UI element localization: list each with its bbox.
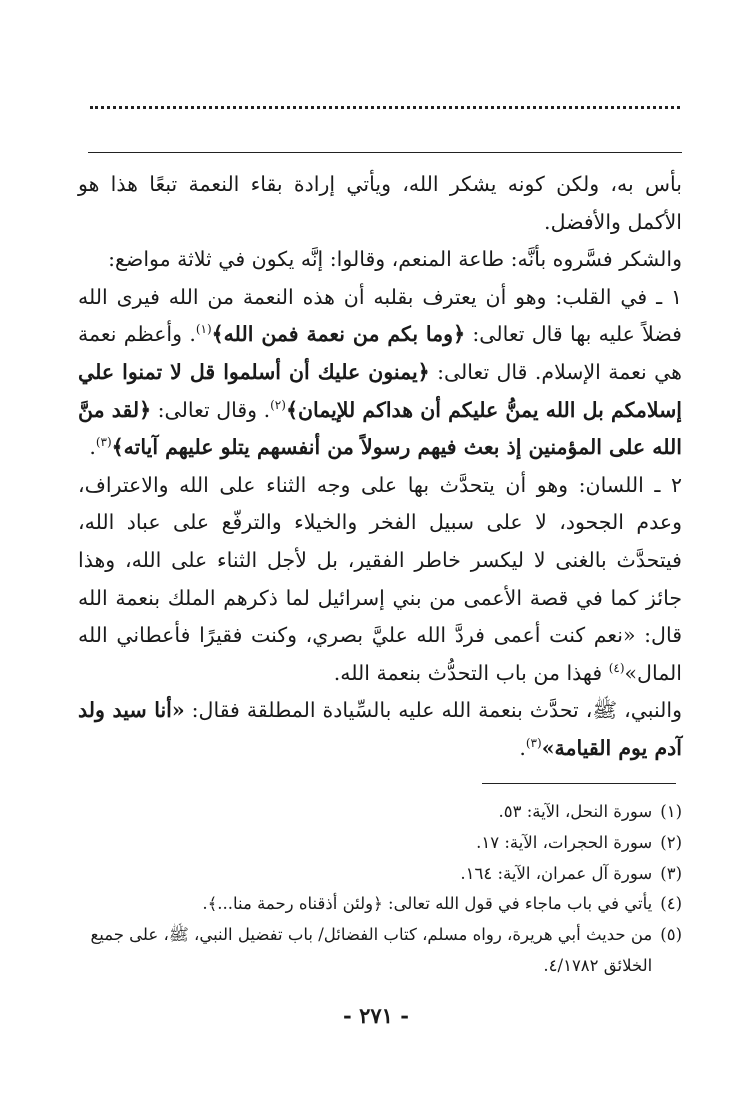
footnote-number: (٣) bbox=[660, 863, 682, 883]
text-run: والنبي، ﷺ، تحدَّث بنعمة الله عليه بالسِّيادة المطلقة فقال: bbox=[184, 698, 682, 723]
text-run: والشكر فسَّروه بأنَّه: طاعة المنعم، وقالوا: إنَّه يكون في ثلاثة مواضع: bbox=[108, 247, 682, 272]
text-run: ٢ ـ اللسان: وهو أن يتحدَّث بها على وجه الثناء على الله والاعتراف، وعدم الجحود، لا على سبيل الفخر والخيلاء والترفّع على عباد الله، فيتحدَّث بالغنى لا ليكسر خاطر الفقير، بل لأجل الثناء على الله، وهذا جائز كما في قصة الأعمى من بني إسرائيل لما ذكرهم الملك بنعمة الله قال: «نعم كنت أعمى فردَّ الله عليَّ بصري، وكنت فقيرًا فأعطاني الله المال» bbox=[78, 472, 682, 685]
footnote bbox=[78, 889, 682, 920]
paragraph bbox=[78, 467, 682, 693]
footnote-ref: (٣) bbox=[525, 736, 542, 751]
footnote-text: سورة آل عمران، الآية: ١٦٤. bbox=[460, 863, 653, 883]
text-run: . وقال تعالى: bbox=[151, 397, 271, 422]
footnote-text: يأتي في باب ماجاء في قول الله تعالى: ﴿ولئن أذقناه رحمة منا...﴾. bbox=[202, 894, 653, 914]
footnote bbox=[78, 920, 682, 982]
footnote-number: (١) bbox=[660, 802, 682, 821]
footnote-text: سورة الحجرات، الآية: ١٧. bbox=[476, 832, 653, 852]
quote: «أنا سيد ولد آدم يوم القيامة» bbox=[78, 698, 682, 760]
footnote-ref: (١) bbox=[195, 322, 212, 337]
quote: ﴿يمنون عليك أن أسلموا قل لا تمنوا علي إسلامكم بل الله يمنُّ عليكم أن هداكم للإيمان﴾ bbox=[78, 359, 682, 422]
text-run: . وأعظم نعمة هي نعمة الإسلام. قال تعالى: bbox=[78, 322, 682, 384]
paragraph bbox=[78, 279, 682, 467]
text-run: . bbox=[519, 735, 526, 760]
text-run: بأس به، ولكن كونه يشكر الله، ويأتي إرادة بقاء النعمة تبعًا هذا هو الأكمل والأفضل. bbox=[78, 172, 682, 234]
footnote bbox=[78, 797, 682, 828]
footnote-number: (٥) bbox=[660, 925, 682, 945]
text-run: ١ ـ في القلب: وهو أن يعترف بقلبه أن هذه النعمة من الله فيرى الله فضلاً عليه بها قال تعالى: bbox=[78, 284, 682, 347]
footnote-ref: (٣) bbox=[95, 435, 112, 450]
footnote-separator bbox=[482, 783, 676, 784]
footnote-ref: (٢) bbox=[270, 397, 286, 412]
header-rule bbox=[88, 152, 682, 153]
footnote bbox=[78, 828, 682, 859]
quote: ﴿وما بكم من نعمة فمن الله﴾ bbox=[211, 322, 466, 347]
footnote-number: (٢) bbox=[660, 832, 682, 852]
quote: ﴿لقد منَّ الله على المؤمنين إذ بعث فيهم رسولاً من أنفسهم يتلو عليهم آياته﴾ bbox=[77, 397, 682, 460]
footnotes bbox=[78, 797, 682, 982]
text-run: . bbox=[89, 435, 96, 460]
header-dotted-line bbox=[90, 106, 680, 109]
footnote-number: (٤) bbox=[660, 894, 682, 914]
text-run: فهذا من باب التحدُّث بنعمة الله. bbox=[333, 660, 609, 685]
paragraph bbox=[78, 692, 682, 767]
paragraph bbox=[78, 241, 682, 279]
footnote-text: سورة النحل، الآية: ٥٣. bbox=[498, 802, 653, 821]
footnote-ref: (٤) bbox=[608, 660, 625, 675]
page-number: - ٢٧١ - bbox=[343, 1003, 409, 1028]
footnote bbox=[78, 859, 682, 890]
footnote-text: من حديث أبي هريرة، رواه مسلم، كتاب الفضائل/ باب تفضيل النبي، ﷺ، على جميع الخلائق ٤/١٧٨٢. bbox=[90, 925, 653, 975]
paragraph bbox=[78, 166, 682, 241]
main-text bbox=[78, 166, 682, 768]
